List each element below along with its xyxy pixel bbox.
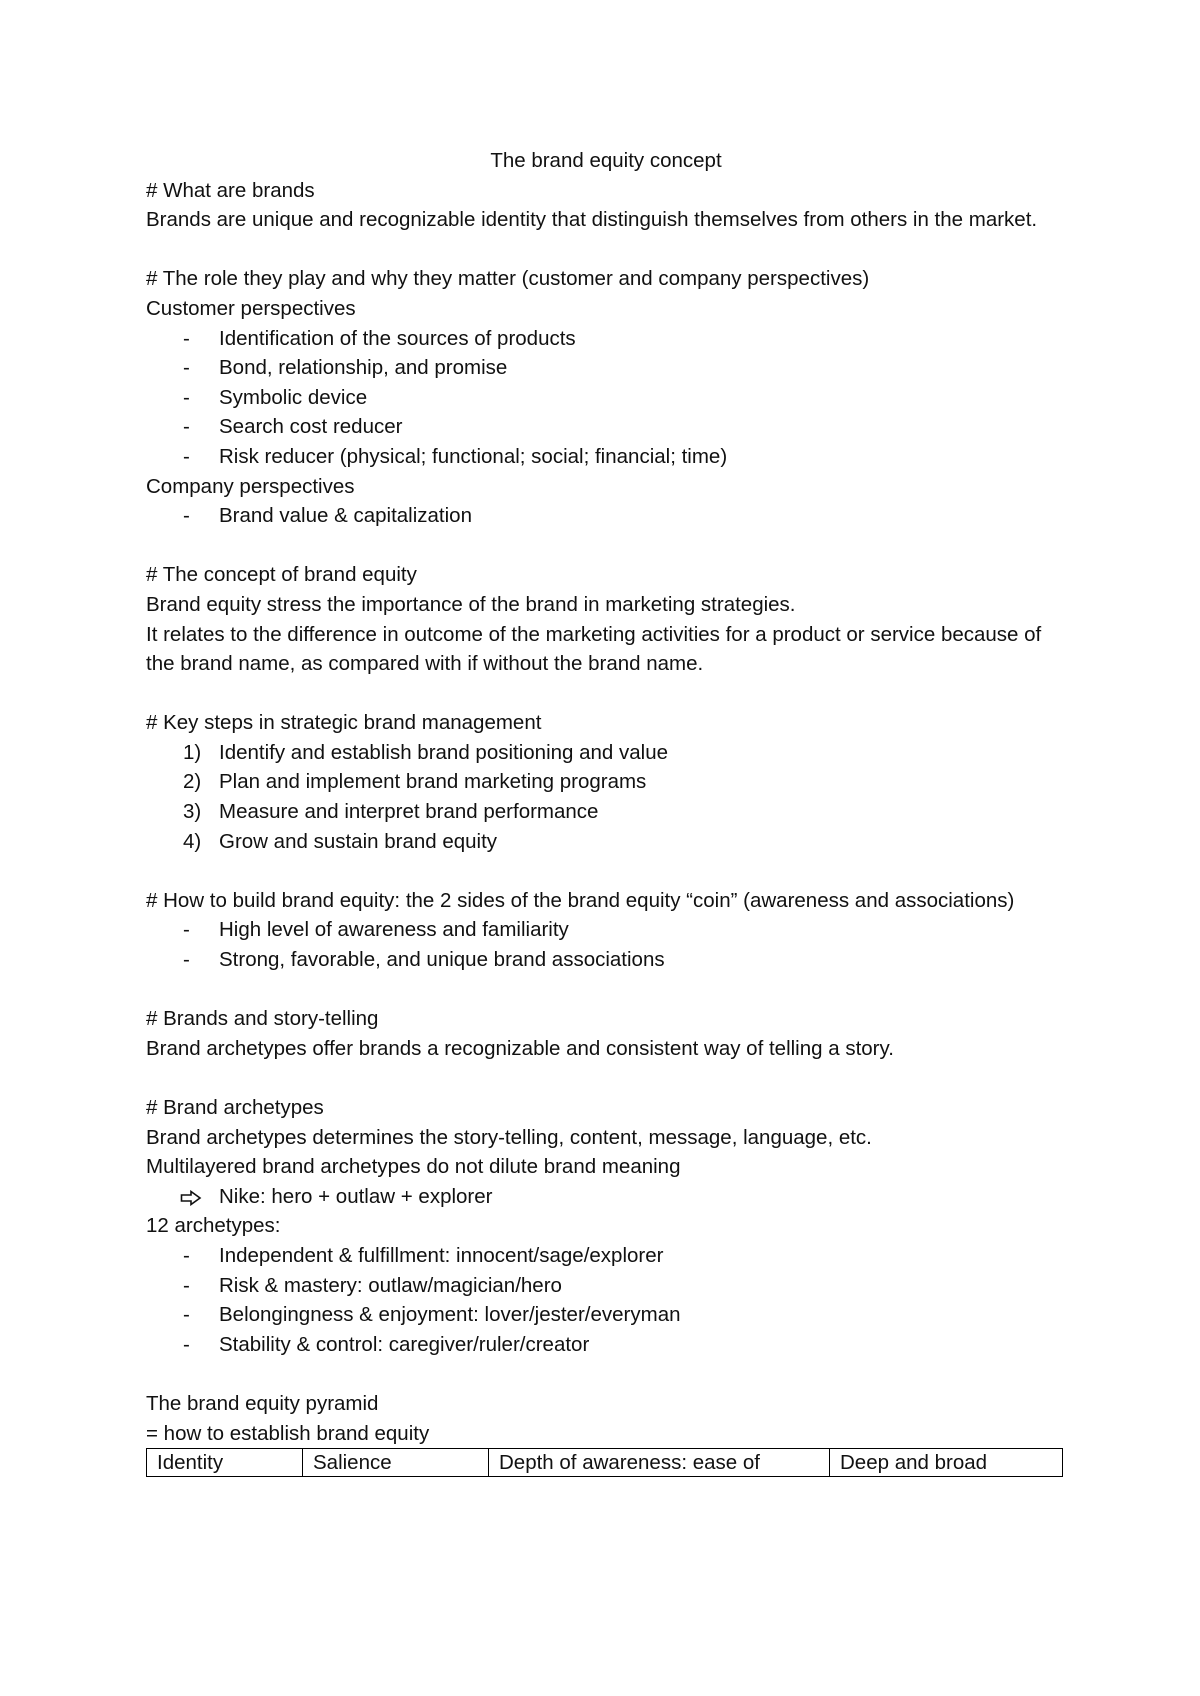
list-item-text: Independent & fulfillment: innocent/sage/explorer (219, 1243, 664, 1267)
list-item-text: Stability & control: caregiver/ruler/creator (219, 1332, 590, 1356)
numbered-item-text: Identify and establish brand positioning and value (219, 740, 669, 764)
paragraph-concept-2: It relates to the difference in outcome of the marketing activities for a product or service because of the brand name, as compared with if without the brand name. (146, 622, 1042, 676)
list-item-text: Risk reducer (physical; functional; social; financial; time) (219, 444, 728, 468)
paragraph-what-are-brands: Brands are unique and recognizable identity that distinguish themselves from others in the market. (146, 208, 1038, 232)
list-item (146, 501, 1066, 531)
list-item (146, 1271, 1066, 1301)
dash-bullet: - (183, 918, 190, 942)
numbered-item (146, 797, 1066, 827)
paragraph-concept-1: Brand equity stress the importance of the brand in marketing strategies. (146, 592, 796, 616)
table-cell: Identity (147, 1449, 303, 1477)
blank-line (146, 856, 1066, 886)
company-perspectives-label: Company perspectives (146, 474, 355, 498)
list-item (146, 442, 1066, 472)
list-item (146, 383, 1066, 413)
list-item (146, 945, 1066, 975)
list-item-text: Search cost reducer (219, 415, 403, 439)
dash-bullet: - (183, 326, 190, 350)
list-item (146, 915, 1066, 945)
list-item (146, 412, 1066, 442)
section-heading-build: # How to build brand equity: the 2 sides of the brand equity “coin” (awareness and associations) (146, 888, 1015, 912)
table-row (147, 1449, 1063, 1477)
page-title: The brand equity concept (490, 149, 722, 172)
section-heading-role: # The role they play and why they matter (customer and company perspectives) (146, 267, 870, 291)
pyramid-subheading: = how to establish brand equity (146, 1421, 430, 1445)
table-cell: Depth of awareness: ease of (489, 1449, 830, 1477)
list-item (146, 353, 1066, 383)
archetypes-count-label: 12 archetypes: (146, 1214, 281, 1238)
blank-line (146, 235, 1066, 265)
dash-bullet: - (183, 444, 190, 468)
number-marker: 4) (183, 829, 202, 853)
dash-bullet: - (183, 385, 190, 409)
paragraph-archetypes-1: Brand archetypes determines the story-telling, content, message, language, etc. (146, 1125, 872, 1149)
section-heading-pyramid: The brand equity pyramid (146, 1391, 379, 1415)
list-item-text: High level of awareness and familiarity (219, 918, 569, 942)
list-item (146, 324, 1066, 354)
numbered-item-text: Measure and interpret brand performance (219, 800, 599, 824)
list-item-text: Risk & mastery: outlaw/magician/hero (219, 1273, 562, 1297)
arrow-list-item-text: Nike: hero + outlaw + explorer (219, 1184, 493, 1208)
numbered-item (146, 827, 1066, 857)
dash-bullet: - (183, 356, 190, 380)
dash-bullet: - (183, 948, 190, 972)
blank-line (146, 531, 1066, 561)
paragraph-storytelling: Brand archetypes offer brands a recognizable and consistent way of telling a story. (146, 1036, 894, 1060)
blank-line (146, 1063, 1066, 1093)
list-item-text: Brand value & capitalization (219, 504, 472, 528)
dash-bullet: - (183, 1243, 190, 1267)
numbered-item (146, 767, 1066, 797)
dash-bullet: - (183, 1273, 190, 1297)
dash-bullet: - (183, 415, 190, 439)
blank-line (146, 679, 1066, 709)
number-marker: 2) (183, 770, 202, 794)
dash-bullet: - (183, 504, 190, 528)
list-item-text: Symbolic device (219, 385, 368, 409)
dash-bullet: - (183, 1332, 190, 1356)
section-heading-key-steps: # Key steps in strategic brand management (146, 711, 542, 735)
list-item (146, 1330, 1066, 1360)
section-heading-concept: # The concept of brand equity (146, 563, 417, 587)
numbered-item-text: Plan and implement brand marketing programs (219, 770, 647, 794)
arrow-list-item (146, 1182, 1066, 1212)
list-item (146, 1300, 1066, 1330)
table-cell: Salience (303, 1449, 489, 1477)
customer-perspectives-label: Customer perspectives (146, 296, 356, 320)
list-item-text: Bond, relationship, and promise (219, 356, 508, 380)
dash-bullet: - (183, 1303, 190, 1327)
list-item-text: Belongingness & enjoyment: lover/jester/everyman (219, 1303, 681, 1327)
table-cell: Deep and broad (830, 1449, 1063, 1477)
numbered-item-text: Grow and sustain brand equity (219, 829, 498, 853)
section-heading-archetypes: # Brand archetypes (146, 1096, 324, 1119)
section-heading-storytelling: # Brands and story-telling (146, 1007, 379, 1031)
blank-line (146, 975, 1066, 1005)
list-item-text: Strong, favorable, and unique brand associations (219, 948, 665, 972)
numbered-item (146, 738, 1066, 768)
list-item (146, 1241, 1066, 1271)
section-heading-what-are-brands: # What are brands (146, 178, 315, 202)
number-marker: 3) (183, 800, 202, 824)
document-body (146, 146, 1066, 1477)
arrow-right-outline-icon (180, 1190, 202, 1206)
blank-line (146, 1359, 1066, 1389)
pyramid-table (146, 1448, 1063, 1477)
list-item-text: Identification of the sources of products (219, 326, 576, 350)
number-marker: 1) (183, 740, 202, 764)
paragraph-archetypes-2: Multilayered brand archetypes do not dilute brand meaning (146, 1155, 681, 1179)
